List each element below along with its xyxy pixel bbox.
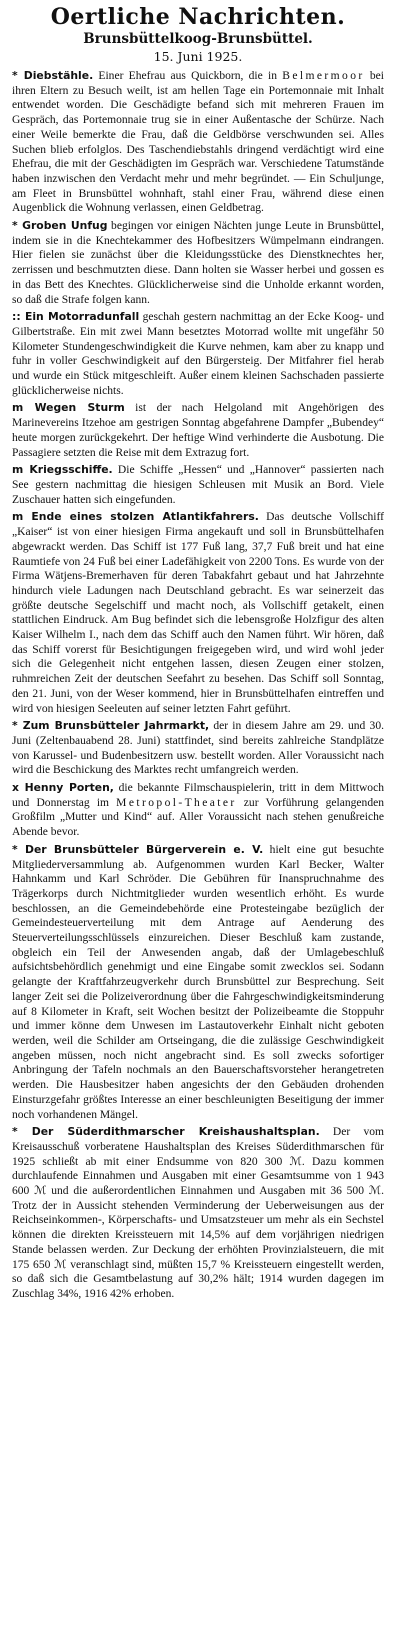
article-headline: * Groben Unfug [12, 219, 108, 233]
article-text: bei ihren Eltern zu Besuch weilt, ist am hellen Tage ein Portemonnaie mit Inhalt entwendet worden. Die Geschädigte befand sich mit mehreren Frauen im Gespräch, das Portemonnaie trug sie in einer Außentasche der Schürze. Nach einer Weile bemerkte die Frau, daß die Geldbörse verschwunden sei. Alles Suchen blieb erfolglos. Des Taschendiebstahls dringend verdächtigt wird eine Ehefrau, die mit der Geschädigten im Gespräch war. Verschiedene Tatumstände haben inzwischen den Verdacht mehr und mehr begründet. — Ein Schuljunge, am Fleet in Brunsbüttel wohnhaft, stahl einer Frau, während diese einen Augenblick die Wohnung verlassen, einen Geldbetrag. [12, 70, 384, 215]
news-article [12, 401, 384, 460]
article-headline: m Wegen Sturm [12, 401, 125, 415]
page-title: Oertliche Nachrichten. [50, 4, 346, 30]
news-article [12, 781, 384, 840]
article-text: die bekannte Filmschauspielerin, tritt in dem Mittwoch und Donnerstag im [12, 782, 384, 809]
section-subtitle: Brunsbüttelkoog-Brunsbüttel. [83, 31, 313, 47]
article-text: geschah gestern nachmittag an der Ecke Koog- und Gilbertstraße. Ein mit zwei Mann besetztes Motorrad wollte mit ungefähr 50 Kilometer Stundengeschwindigkeit die Kurve nehmen, kam aber zu knapp und fuhr in voller Geschwindigkeit auf den Bürgersteig. Der Mitfahrer fiel herab und wurde ein Stück mitgeschleift. Außer einem kleinen Sachschaden passierte glücklicherweise nichts. [12, 311, 384, 397]
news-article [12, 310, 384, 398]
article-text: Metropol-Theater [116, 796, 237, 809]
article-text: begingen vor einigen Nächten junge Leute in Brunsbüttel, indem sie in die Knechtekammer des Hofbesitzers Wümpelmann eindrangen. Hier fielen sie zunächst über die Kleidungsstücke des Dienstknechtes her, zerrissen und beschmutzten diese. Dann holten sie Wasser herbei und gossen es in das Bett des Knechtes. Glücklicherweise sind die Unholde erkannt worden, so daß die Strafe folgen kann. [12, 220, 384, 306]
article-headline: x Henny Porten, [12, 781, 114, 795]
news-article [12, 219, 384, 307]
article-text: Belmermoor [282, 70, 365, 82]
article-text: Einer Ehefrau aus Quickborn, die in [93, 70, 283, 82]
article-headline: * Diebstähle. [12, 69, 94, 82]
dateline: 15. Juni 1925. [153, 49, 243, 64]
article-text: ist der nach Helgoland mit Angehörigen des Marinevereins Itzehoe am gestrigen Sonntag abgefahrene Dampfer „Bubendey“ heute morgen zurückgekehrt. Der heftige Wind verhinderte die Ausbotung. Die Passagiere setzten die Reise mit dem Extrazug fort. [12, 402, 384, 459]
article-headline: m Kriegsschiffe. [12, 463, 113, 477]
article-text: Das deutsche Vollschiff „Kaiser“ ist von einer hiesigen Firma angekauft und soll in Brunsbüttelhafen abgewrackt werden. Das Schiff ist 177 Fuß lang, 37,7 Fuß breit und hat eine Raumtiefe von 24 Fuß bei einer Ladefähigkeit von 2200 Tons. Es wurde von der Firma Wätjens-Bremerhaven für deren Tabakfahrt gebaut und hat Jahrzehnte hindurch viele Ladungen nach Deutschland gebracht. Es war seinerzeit das größte deutsche Segelschiff und macht noch, als Vollschiff getakelt, einen stattlichen Eindruck. Am Bug befindet sich die lebensgroße Holzfigur des alten Kaiser Wilhelm I., nach dem das Schiff auch den Namen führt. Wir hören, daß das Schiff vorerst für Besichtigungen freigegeben wird, und wird wohl jeder sich die Gelegenheit nicht entgehen lassen, diesen Zeugen einer stolzen, ruhmreichen Zeit der deutschen Seefahrt zu besehen. Das Schiff soll Sonntag, den 21. Juni, von der Weser kommend, hier in Brunsbüttelhafen eintreffen und wird von hiesigen Seeleuten auf seiner letzten Fahrt geführt. [12, 511, 384, 715]
article-headline: :: Ein Motorradunfall [12, 310, 140, 324]
article-text: Der vom Kreisausschuß vorberatene Haushaltsplan des Kreises Süderdithmarschen für 1925 schließt ab mit einer Endsumme von 820 300 ℳ. Dazu kommen durchlaufende Einnahmen und Ausgaben mit einer Gesamtsumme von 1 943 600 ℳ und die außerordentlichen Einnahmen und Ausgaben mit 36 500 ℳ. Trotz der in Aussicht stehenden Verminderung der Ueberweisungen aus der Reichseinkommen-, Körperschafts- und Umsatzsteuer um mehr als ein Sechstel können die direkten Kreissteuern mit 14,5% auf dem vorjährigen niedrigen Stande belassen werden. Zur Deckung der erhöhten Provinzialsteuern, die mit 175 650 ℳ veranschlagt sind, müßten 15,7 % Kreissteuern eingestellt werden, so daß sich die Gesamtbelastung auf 30,2% hält; 1914 wurden dagegen im Zuschlag 34%, 1916 42% erhoben. [12, 1126, 384, 1300]
news-article [12, 1125, 384, 1301]
article-headline: * Der Brunsbütteler Bürgerverein e. V. [12, 842, 264, 856]
article-headline: * Zum Brunsbütteler Jahrmarkt, [12, 719, 210, 733]
news-article [12, 510, 384, 716]
article-text: der in diesem Jahre am 29. und 30. Juni (Zeltenbauabend 28. Juni) stattfindet, sind bereits zahlreiche Standplätze von Karussel- und Budenbesitzern usw. bestellt worden. Aller Voraussicht nach wird die Beschickung des Marktes recht umfangreich werden. [12, 720, 384, 777]
article-text: zur Vorführung gelangenden Großfilm „Mutter und Kind“ auf. Aller Voraussicht nach stehen genußreiche Abende bevor. [12, 796, 384, 839]
article-headline: m Ende eines stolzen Atlantikfahrers. [12, 510, 259, 524]
article-text: Die Schiffe „Hessen“ und „Hannover“ passierten nach See gestern nachmittag die hiesigen Schleusen mit Musik an Bord. Viele Zuschauer hatten sich eingefunden. [12, 464, 385, 506]
news-article [12, 463, 384, 507]
news-article [12, 843, 384, 1122]
news-article [12, 719, 384, 778]
article-text: hielt eine gut besuchte Mitgliederversammlung ab. Aufgenommen wurden Karl Becker, Walter Hahnkamm und Karl Schröder. Die Gebühren für Inanspruchnahme des Trägerkorps durch Nichtmitglieder wurden wesentlich erhöht. Es wurde beschlossen, an die Gemeindebehörde eine Protesteingabe bezüglich der Gemeindesteuerverteilung mit dem Antrage auf Aenderung des Steuerverteilungsschlüssels einzureichen. Dieser Beschluß kam zustande, obgleich ein Teil der Anwesenden angab, daß der Umlagebeschluß aufsichtsbehördlich genehmigt und eine Eingabe somit zwecklos sei. Sodann gelangte der Kraftfahrzeugverkehr durch Brunsbüttel zur Besprechung. Seit langer Zeit sei die Polizeiverordnung über die Fahrgeschwindigkeitsminderung auf 8 Kilometer in Kraft, seit Wochen besitzt der Polizeibeamte die Stoppuhr und immer könne dem Unwesen im Lastautoverkehr Einhalt nicht geboten werden, weil die Schilder am Ortseingang, die die zulässige Geschwindigkeit angeben müssen, noch nicht angebracht sind. Es soll zwecks sofortiger Anbringung der Tafeln nochmals an den Bauerschaftsvorsteher herangetreten werden. Die Hausbesitzer haben angesichts der den Gebäuden drohenden Einsturzgefahr größtes Interesse an einer beschleunigten Beseitigung der immer noch vorhandenen Mängel. [12, 843, 384, 1121]
article-headline: * Der Süderdithmarscher Kreishaushaltsplan. [12, 1125, 320, 1139]
news-article [12, 69, 384, 216]
article-list [12, 69, 384, 1302]
